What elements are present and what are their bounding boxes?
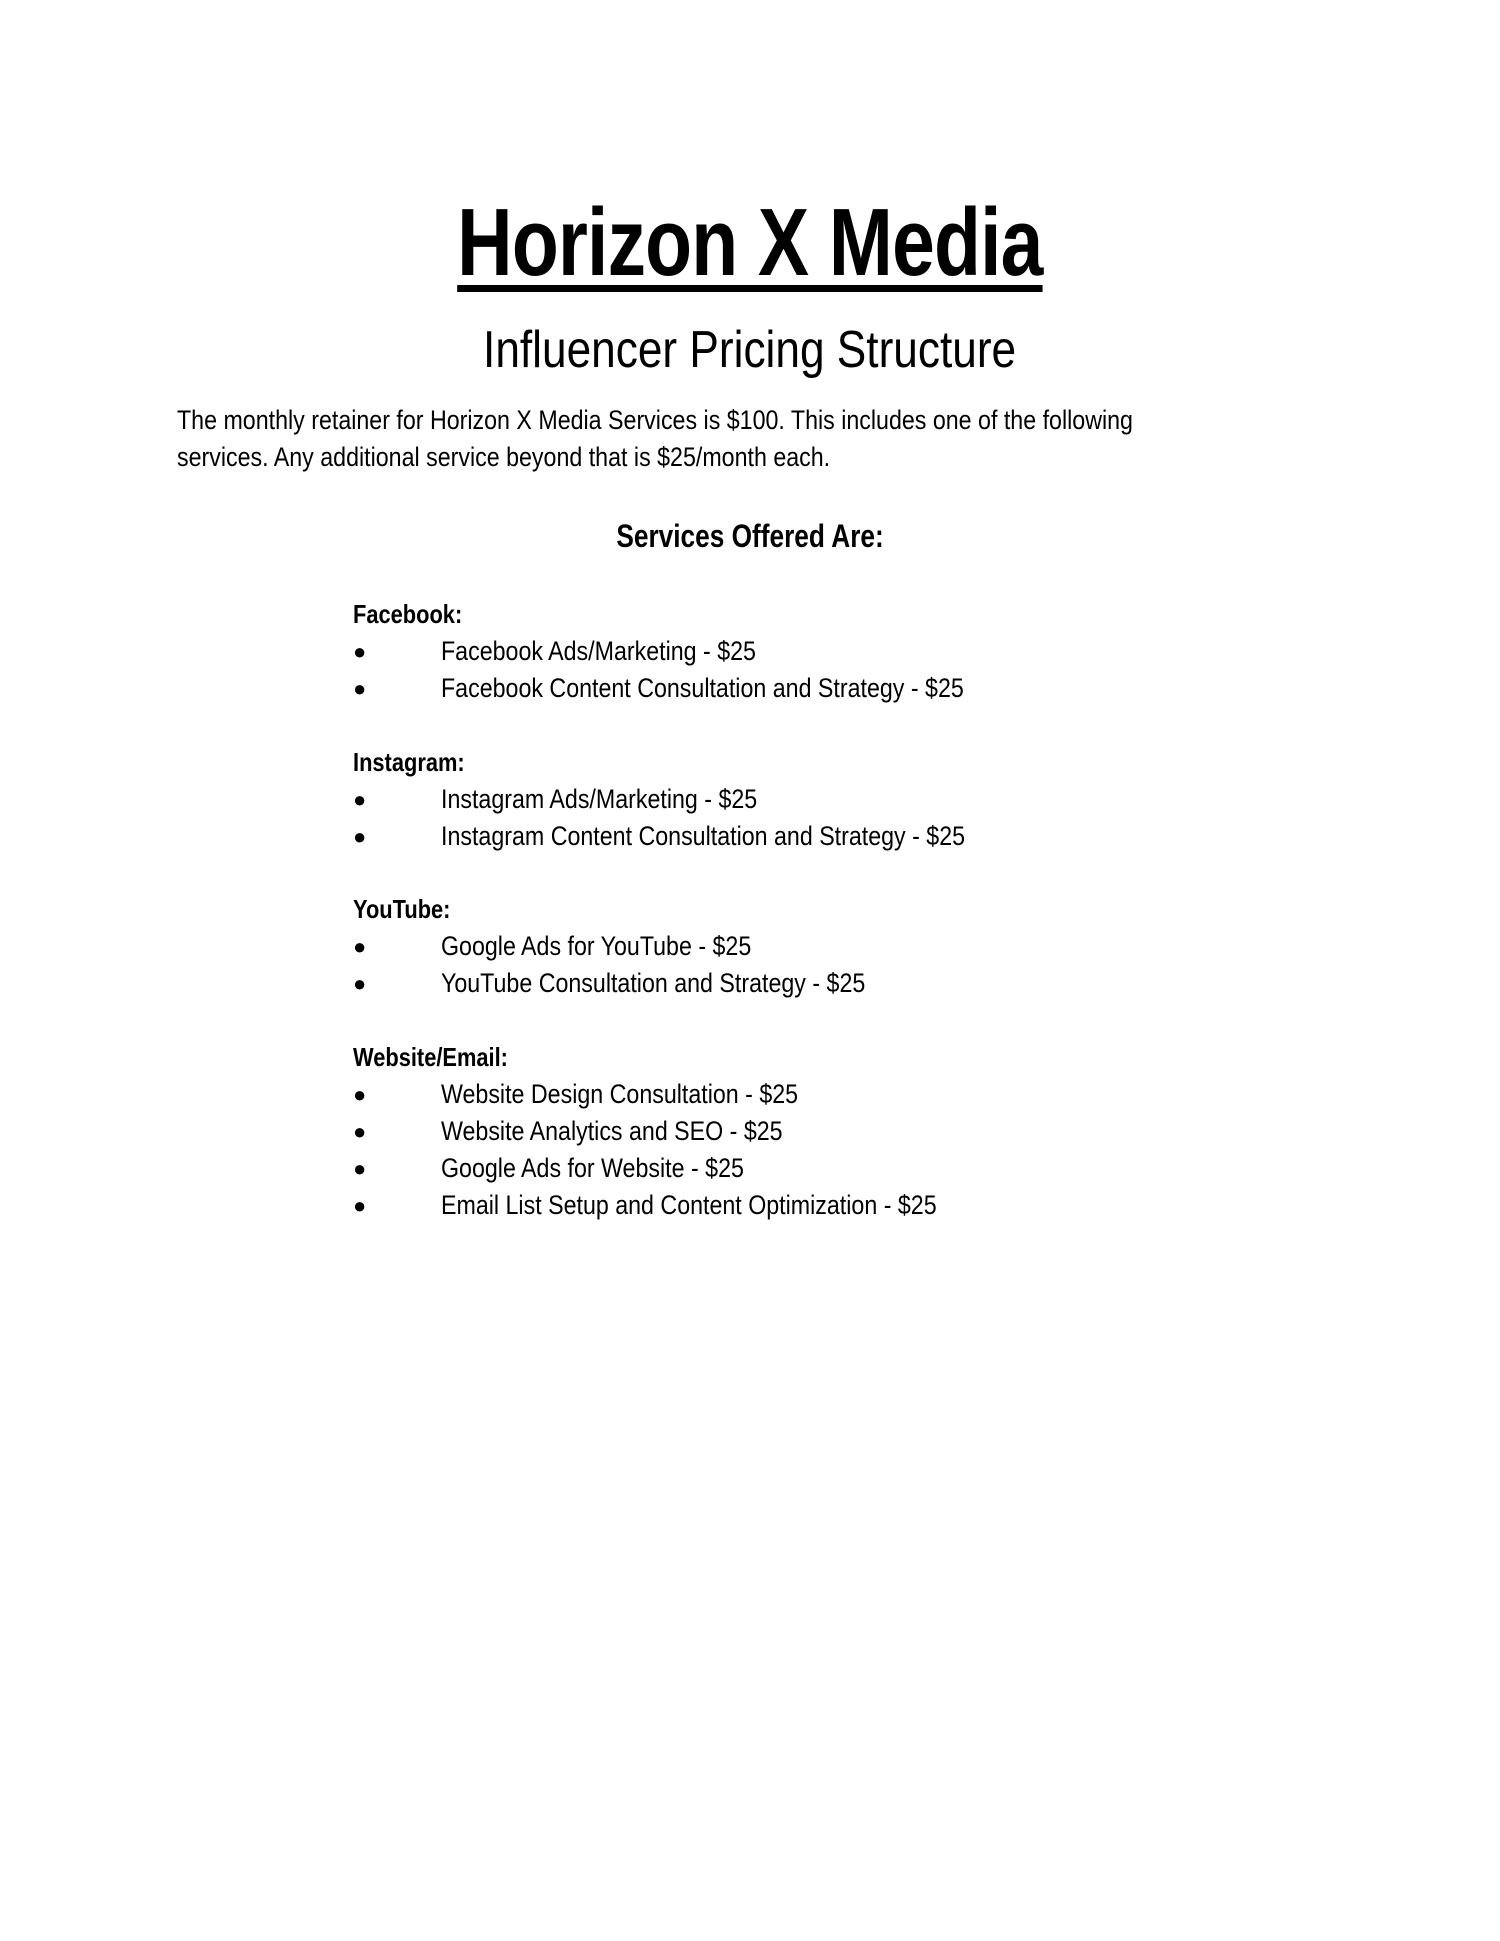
intro-text-1: The monthly retainer for Horizon X Media Services is $100. This includes one of the following <box>177 405 1133 435</box>
services-heading <box>0 518 1500 555</box>
category-website-email <box>353 1042 537 1073</box>
category-label: Website/Email: <box>353 1042 508 1072</box>
list-item-text: Facebook Content Consultation and Strategy - $25 <box>441 673 964 703</box>
bullet-icon: ● <box>353 934 367 959</box>
services-heading-text: Services Offered Are: <box>616 518 884 554</box>
bullet-icon: ● <box>353 971 367 996</box>
list-item-text: Facebook Ads/Marketing - $25 <box>441 636 756 666</box>
list-item-text: Email List Setup and Content Optimization - $25 <box>441 1190 937 1220</box>
category-label: YouTube: <box>353 894 451 924</box>
list-item <box>353 1187 1253 1224</box>
list-item <box>353 670 1253 707</box>
intro-paragraph-line-2 <box>177 439 936 476</box>
category-instagram <box>353 747 486 778</box>
list-item-text: Google Ads for YouTube - $25 <box>441 931 752 961</box>
list-item <box>353 965 1253 1002</box>
list-item <box>353 818 1253 855</box>
list-item-text: Google Ads for Website - $25 <box>441 1153 744 1183</box>
list-item <box>353 1113 1253 1150</box>
list-item <box>353 781 1253 818</box>
category-youtube <box>353 894 469 925</box>
bullet-icon: ● <box>353 1082 367 1107</box>
list-item <box>353 1150 1253 1187</box>
list-item <box>353 928 1253 965</box>
bullet-icon: ● <box>353 1119 367 1144</box>
document-title-text: Horizon X Media <box>457 189 1043 296</box>
document-title <box>0 188 1500 298</box>
bullet-icon: ● <box>353 824 367 849</box>
bullet-icon: ● <box>353 676 367 701</box>
list-item <box>353 633 1253 670</box>
list-item-text: Website Analytics and SEO - $25 <box>441 1116 783 1146</box>
intro-paragraph-line-1 <box>177 402 1289 439</box>
bullet-icon: ● <box>353 787 367 812</box>
list-item-text: Website Design Consultation - $25 <box>441 1079 799 1109</box>
list-item-text: Instagram Content Consultation and Strategy - $25 <box>441 821 966 851</box>
document-subtitle-text: Influencer Pricing Structure <box>483 321 1017 379</box>
bullet-icon: ● <box>353 1156 367 1181</box>
list-item-text: Instagram Ads/Marketing - $25 <box>441 784 758 814</box>
bullet-icon: ● <box>353 639 367 664</box>
category-facebook <box>353 599 483 630</box>
list-item <box>353 1076 1253 1113</box>
list-item-text: YouTube Consultation and Strategy - $25 <box>441 968 866 998</box>
category-label: Facebook: <box>353 599 463 629</box>
bullet-icon: ● <box>353 1193 367 1218</box>
intro-text-2: services. Any additional service beyond that is $25/month each. <box>177 442 831 472</box>
document-subtitle <box>0 320 1500 380</box>
category-label: Instagram: <box>353 747 465 777</box>
